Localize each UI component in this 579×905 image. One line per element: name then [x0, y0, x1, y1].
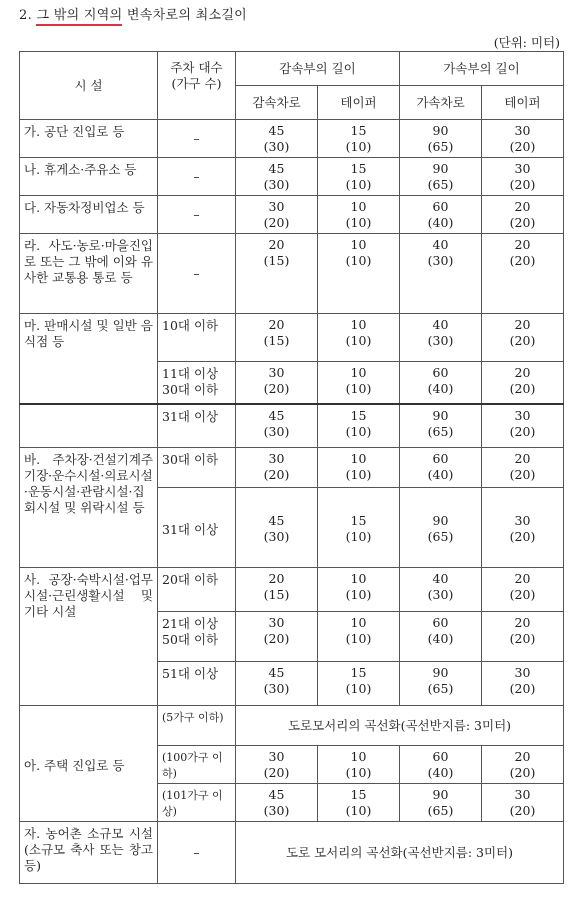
value-cell: 45 (30) [236, 488, 318, 568]
facility-cell: 아. 주택 진입로 등 [20, 706, 158, 822]
header-accel: 가속부의 길이 [400, 52, 564, 86]
count-cell: (5가구 이하) [158, 706, 236, 746]
value-cell: 45 (30) [236, 784, 318, 822]
value-cell: 30 (20) [482, 120, 564, 158]
value-cell: 10 (10) [318, 612, 400, 662]
table-row [20, 196, 564, 234]
value-cell: 15 (10) [318, 662, 400, 706]
value-cell: 15 (10) [318, 120, 400, 158]
value-cell: 20 (20) [482, 314, 564, 362]
header-facility: 시 설 [20, 52, 158, 120]
header-decel-lane: 감속차로 [236, 86, 318, 120]
value-cell: 10 (10) [318, 568, 400, 612]
value-cell: 30 (20) [236, 746, 318, 784]
count-cell: – [158, 822, 236, 884]
count-cell: 31대 이상 [158, 404, 236, 448]
table-row [20, 448, 564, 488]
value-cell: 45 (30) [236, 158, 318, 196]
facility-cell: 바. 주차장·건설기계주기장·운수시설·의료시설·운동시설·관람시설·집회시설 및 위락시설 등 [20, 448, 158, 568]
value-cell: 90 (65) [400, 158, 482, 196]
value-cell: 40 (30) [400, 568, 482, 612]
header-accel-taper: 테이퍼 [482, 86, 564, 120]
value-cell: 20 (20) [482, 362, 564, 404]
value-cell: 20 (15) [236, 314, 318, 362]
value-cell: 20 (20) [482, 196, 564, 234]
value-cell: 90 (65) [400, 404, 482, 448]
count-cell: – [158, 234, 236, 314]
value-cell: 15 (10) [318, 158, 400, 196]
count-cell: (101가구 이상) [158, 784, 236, 822]
value-cell: 30 (20) [482, 404, 564, 448]
value-cell: 10 (10) [318, 234, 400, 314]
value-cell: 30 (20) [482, 784, 564, 822]
facility-cell: 다. 자동차정비업소 등 [20, 196, 158, 234]
value-cell: 10 (10) [318, 314, 400, 362]
table-row [20, 120, 564, 158]
value-cell: 40 (30) [400, 314, 482, 362]
value-cell: 40 (30) [400, 234, 482, 314]
table-row [20, 568, 564, 612]
title-highlight: 그 밖의 지역의 [36, 8, 123, 23]
table-row [20, 234, 564, 314]
table-row [20, 404, 564, 448]
count-cell: 21대 이상 50대 이하 [158, 612, 236, 662]
value-cell: 30 (20) [482, 662, 564, 706]
table-row [20, 158, 564, 196]
count-cell: 20대 이하 [158, 568, 236, 612]
count-cell: 31대 이상 [158, 488, 236, 568]
value-cell: 60 (40) [400, 362, 482, 404]
value-cell: 20 (15) [236, 234, 318, 314]
value-cell: 45 (30) [236, 120, 318, 158]
section-title [19, 4, 247, 23]
table-row [20, 706, 564, 746]
value-cell: 20 (20) [482, 234, 564, 314]
count-cell: 11대 이상 30대 이하 [158, 362, 236, 404]
facility-cell: 사. 공장·숙박시설·업무시설·근린생활시설 및 기타 시설 [20, 568, 158, 706]
count-cell: 10대 이하 [158, 314, 236, 362]
value-cell: 90 (65) [400, 488, 482, 568]
title-suffix: 변속차로의 최소길이 [122, 8, 248, 23]
value-cell: 15 (10) [318, 404, 400, 448]
header-decel-taper: 테이퍼 [318, 86, 400, 120]
value-cell: 90 (65) [400, 662, 482, 706]
title-prefix: 2. [19, 8, 37, 23]
table-row [20, 314, 564, 362]
table-row [20, 822, 564, 884]
facility-cell: 라. 사도·농로·마을진입로 또는 그 밖에 이와 유사한 교통용 통로 등 [20, 234, 158, 314]
header-accel-lane: 가속차로 [400, 86, 482, 120]
value-cell: 20 (15) [236, 568, 318, 612]
count-cell: 30대 이하 [158, 448, 236, 488]
facility-cell: 가. 공단 진입로 등 [20, 120, 158, 158]
merged-value-cell: 도로 모서리의 곡선화(곡선반지름: 3미터) [236, 822, 564, 884]
value-cell: 60 (40) [400, 746, 482, 784]
value-cell: 20 (20) [482, 612, 564, 662]
value-cell: 15 (10) [318, 784, 400, 822]
value-cell: 60 (40) [400, 196, 482, 234]
count-cell: – [158, 120, 236, 158]
facility-cell-empty [20, 404, 158, 448]
facility-cell: 자. 농어촌 소규모 시설(소규모 축사 또는 창고 등) [20, 822, 158, 884]
count-cell: – [158, 196, 236, 234]
value-cell: 90 (65) [400, 120, 482, 158]
value-cell: 10 (10) [318, 196, 400, 234]
value-cell: 30 (20) [236, 612, 318, 662]
value-cell: 30 (20) [482, 158, 564, 196]
value-cell: 30 (20) [236, 196, 318, 234]
count-cell: – [158, 158, 236, 196]
value-cell: 10 (10) [318, 448, 400, 488]
value-cell: 20 (20) [482, 746, 564, 784]
value-cell: 60 (40) [400, 448, 482, 488]
value-cell: 90 (65) [400, 784, 482, 822]
value-cell: 10 (10) [318, 362, 400, 404]
lane-length-table [19, 51, 564, 884]
value-cell: 20 (20) [482, 448, 564, 488]
facility-cell: 나. 휴게소·주유소 등 [20, 158, 158, 196]
value-cell: 60 (40) [400, 612, 482, 662]
facility-cell: 마. 판매시설 및 일반 음식점 등 [20, 314, 158, 404]
merged-value-cell: 도로모서리의 곡선화(곡선반지름: 3미터) [236, 706, 564, 746]
value-cell: 30 (20) [482, 488, 564, 568]
header-parking: 주차 대수 (가구 수) [158, 52, 236, 120]
count-cell: (100가구 이하) [158, 746, 236, 784]
value-cell: 15 (10) [318, 488, 400, 568]
value-cell: 30 (20) [236, 448, 318, 488]
unit-label: (단위: 미터) [493, 35, 560, 50]
header-decel: 감속부의 길이 [236, 52, 400, 86]
value-cell: 45 (30) [236, 404, 318, 448]
count-cell: 51대 이상 [158, 662, 236, 706]
value-cell: 30 (20) [236, 362, 318, 404]
value-cell: 45 (30) [236, 662, 318, 706]
value-cell: 20 (20) [482, 568, 564, 612]
value-cell: 10 (10) [318, 746, 400, 784]
